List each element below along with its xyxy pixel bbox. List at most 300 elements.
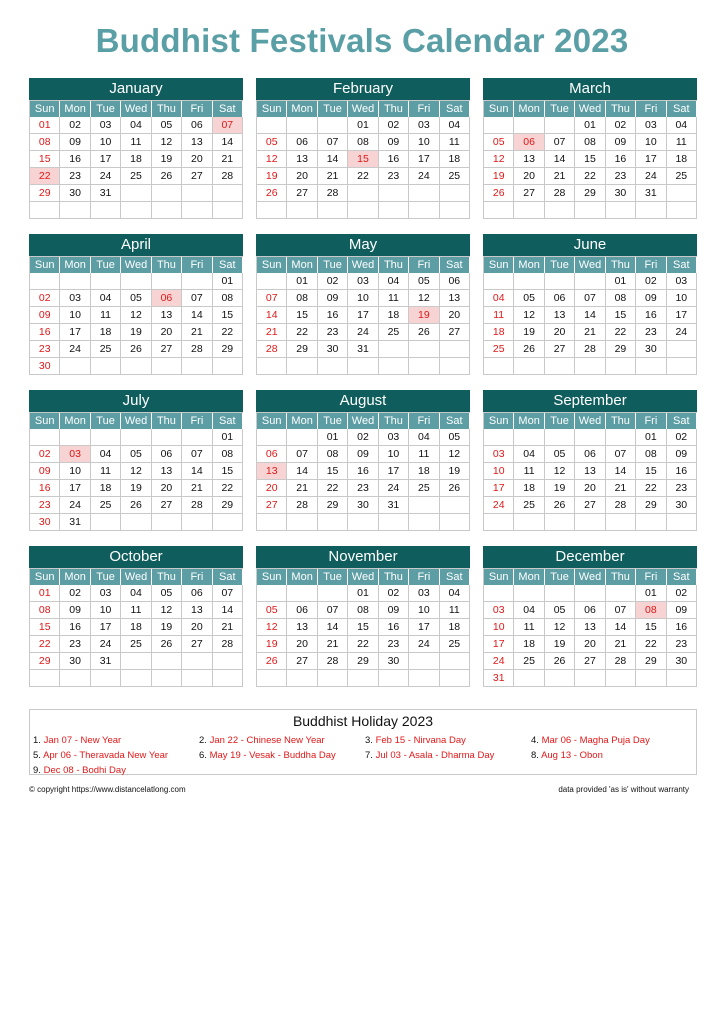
empty-cell (121, 653, 151, 670)
empty-cell (257, 514, 287, 531)
empty-cell (379, 341, 409, 358)
empty-cell (30, 670, 60, 687)
holiday-text: Jul 03 - Asala - Dharma Day (375, 750, 495, 761)
day-cell: 04 (514, 446, 544, 463)
day-cell: 12 (484, 151, 514, 168)
empty-cell (545, 117, 575, 134)
month-day-grid (29, 412, 243, 531)
day-cell: 09 (348, 446, 378, 463)
day-cell: 24 (484, 497, 514, 514)
weekday-header: Wed (348, 257, 378, 273)
empty-cell (379, 514, 409, 531)
day-cell: 23 (30, 341, 60, 358)
weekday-header: Sun (484, 569, 514, 585)
day-cell: 11 (514, 619, 544, 636)
empty-cell (379, 670, 409, 687)
day-cell: 01 (30, 585, 60, 602)
empty-cell (182, 670, 212, 687)
holiday-day-cell: 22 (30, 168, 60, 185)
day-cell: 19 (152, 151, 182, 168)
day-cell: 18 (514, 480, 544, 497)
weekday-header: Sun (484, 257, 514, 273)
weekday-header: Tue (91, 101, 121, 117)
day-cell: 03 (379, 429, 409, 446)
day-cell: 28 (606, 497, 636, 514)
empty-cell (182, 273, 212, 290)
empty-cell (440, 341, 470, 358)
day-cell: 07 (318, 134, 348, 151)
day-cell: 02 (60, 585, 90, 602)
empty-cell (287, 202, 317, 219)
month-december (483, 546, 697, 687)
empty-cell (287, 117, 317, 134)
day-cell: 08 (213, 290, 243, 307)
day-cell: 13 (152, 463, 182, 480)
holiday-number: 9. (33, 765, 41, 776)
day-cell: 04 (440, 585, 470, 602)
day-cell: 25 (91, 341, 121, 358)
day-cell: 16 (60, 619, 90, 636)
empty-cell (318, 514, 348, 531)
day-cell: 30 (379, 653, 409, 670)
weekday-header: Sat (213, 569, 243, 585)
weekday-header: Tue (91, 257, 121, 273)
day-cell: 25 (91, 497, 121, 514)
empty-cell (514, 202, 544, 219)
day-cell: 15 (318, 463, 348, 480)
day-cell: 14 (318, 151, 348, 168)
day-cell: 19 (440, 463, 470, 480)
day-cell: 18 (91, 324, 121, 341)
weekday-header: Fri (182, 257, 212, 273)
day-cell: 21 (545, 168, 575, 185)
day-cell: 20 (257, 480, 287, 497)
day-cell: 12 (545, 463, 575, 480)
empty-cell (575, 585, 605, 602)
weekday-header: Sat (667, 101, 697, 117)
weekday-header: Thu (606, 569, 636, 585)
day-cell: 17 (379, 463, 409, 480)
empty-cell (440, 202, 470, 219)
empty-cell (121, 185, 151, 202)
holiday-item (199, 749, 365, 763)
month-day-grid (483, 100, 697, 219)
day-cell: 01 (575, 117, 605, 134)
day-cell: 13 (287, 151, 317, 168)
holiday-list-title: Buddhist Holiday 2023 (292, 713, 434, 729)
day-cell: 24 (484, 653, 514, 670)
day-cell: 09 (636, 290, 666, 307)
day-cell: 17 (409, 151, 439, 168)
weekday-header: Fri (182, 101, 212, 117)
empty-cell (182, 185, 212, 202)
day-cell: 11 (409, 446, 439, 463)
day-cell: 26 (440, 480, 470, 497)
day-cell: 08 (30, 602, 60, 619)
day-cell: 19 (545, 480, 575, 497)
empty-cell (484, 273, 514, 290)
holiday-item (33, 764, 199, 778)
empty-cell (606, 670, 636, 687)
day-cell: 05 (545, 446, 575, 463)
day-cell: 24 (409, 168, 439, 185)
day-cell: 26 (257, 653, 287, 670)
weekday-header: Mon (514, 257, 544, 273)
empty-cell (409, 653, 439, 670)
day-cell: 01 (318, 429, 348, 446)
empty-cell (152, 273, 182, 290)
holiday-item (531, 734, 691, 748)
day-cell: 30 (60, 185, 90, 202)
day-cell: 22 (30, 636, 60, 653)
day-cell: 08 (30, 134, 60, 151)
month-day-grid (29, 100, 243, 219)
day-cell: 04 (440, 117, 470, 134)
empty-cell (514, 117, 544, 134)
empty-cell (257, 429, 287, 446)
month-march (483, 78, 697, 219)
day-cell: 24 (379, 480, 409, 497)
weekday-header: Sun (30, 257, 60, 273)
empty-cell (60, 670, 90, 687)
day-cell: 27 (182, 636, 212, 653)
month-january (29, 78, 243, 219)
day-cell: 14 (545, 151, 575, 168)
day-cell: 04 (514, 602, 544, 619)
day-cell: 30 (606, 185, 636, 202)
day-cell: 30 (30, 358, 60, 375)
holiday-text: Feb 15 - Nirvana Day (375, 735, 466, 746)
day-cell: 20 (440, 307, 470, 324)
holiday-number: 5. (33, 750, 41, 761)
day-cell: 06 (575, 446, 605, 463)
weekday-header: Sun (484, 101, 514, 117)
empty-cell (213, 670, 243, 687)
empty-cell (60, 202, 90, 219)
day-cell: 10 (91, 602, 121, 619)
day-cell: 02 (667, 585, 697, 602)
day-cell: 14 (257, 307, 287, 324)
day-cell: 05 (152, 585, 182, 602)
day-cell: 03 (484, 602, 514, 619)
weekday-header: Fri (182, 569, 212, 585)
day-cell: 02 (30, 290, 60, 307)
holiday-day-cell: 03 (60, 446, 90, 463)
day-cell: 26 (514, 341, 544, 358)
day-cell: 01 (636, 585, 666, 602)
day-cell: 31 (636, 185, 666, 202)
day-cell: 30 (636, 341, 666, 358)
day-cell: 25 (409, 480, 439, 497)
day-cell: 22 (213, 324, 243, 341)
empty-cell (440, 514, 470, 531)
day-cell: 01 (348, 585, 378, 602)
day-cell: 17 (91, 151, 121, 168)
month-name: February (256, 78, 470, 100)
day-cell: 11 (667, 134, 697, 151)
holiday-number: 6. (199, 750, 207, 761)
day-cell: 22 (575, 168, 605, 185)
day-cell: 07 (575, 290, 605, 307)
day-cell: 20 (152, 324, 182, 341)
day-cell: 25 (121, 636, 151, 653)
day-cell: 26 (484, 185, 514, 202)
day-cell: 19 (514, 324, 544, 341)
day-cell: 23 (379, 168, 409, 185)
holiday-day-cell: 06 (152, 290, 182, 307)
day-cell: 21 (318, 168, 348, 185)
day-cell: 23 (30, 497, 60, 514)
day-cell: 23 (60, 168, 90, 185)
day-cell: 13 (514, 151, 544, 168)
day-cell: 07 (213, 585, 243, 602)
day-cell: 14 (606, 463, 636, 480)
day-cell: 04 (121, 117, 151, 134)
day-cell: 25 (484, 341, 514, 358)
empty-cell (440, 670, 470, 687)
day-cell: 05 (257, 134, 287, 151)
weekday-header: Thu (379, 257, 409, 273)
holiday-day-cell: 06 (514, 134, 544, 151)
day-cell: 27 (545, 341, 575, 358)
weekday-header: Wed (575, 569, 605, 585)
day-cell: 15 (213, 463, 243, 480)
day-cell: 20 (182, 151, 212, 168)
empty-cell (152, 429, 182, 446)
empty-cell (606, 429, 636, 446)
month-name: March (483, 78, 697, 100)
weekday-header: Mon (287, 257, 317, 273)
day-cell: 23 (348, 480, 378, 497)
empty-cell (514, 514, 544, 531)
empty-cell (91, 202, 121, 219)
day-cell: 12 (440, 446, 470, 463)
day-cell: 07 (182, 446, 212, 463)
day-cell: 12 (121, 307, 151, 324)
day-cell: 18 (409, 463, 439, 480)
day-cell: 14 (575, 307, 605, 324)
empty-cell (606, 358, 636, 375)
day-cell: 06 (152, 446, 182, 463)
day-cell: 30 (667, 653, 697, 670)
day-cell: 26 (121, 497, 151, 514)
holiday-text: Dec 08 - Bodhi Day (43, 765, 126, 776)
weekday-header: Fri (409, 101, 439, 117)
weekday-header: Mon (60, 569, 90, 585)
weekday-header: Sun (257, 257, 287, 273)
weekday-header: Tue (318, 569, 348, 585)
empty-cell (545, 585, 575, 602)
weekday-header: Sat (213, 101, 243, 117)
empty-cell (606, 514, 636, 531)
weekday-header: Fri (409, 413, 439, 429)
day-cell: 27 (152, 497, 182, 514)
month-day-grid (483, 256, 697, 375)
day-cell: 29 (636, 653, 666, 670)
day-cell: 05 (514, 290, 544, 307)
day-cell: 18 (440, 619, 470, 636)
day-cell: 15 (287, 307, 317, 324)
weekday-header: Thu (379, 569, 409, 585)
empty-cell (440, 358, 470, 375)
day-cell: 06 (440, 273, 470, 290)
day-cell: 08 (575, 134, 605, 151)
day-cell: 29 (30, 185, 60, 202)
day-cell: 27 (575, 497, 605, 514)
day-cell: 05 (121, 290, 151, 307)
day-cell: 26 (545, 497, 575, 514)
weekday-header: Fri (636, 257, 666, 273)
empty-cell (667, 185, 697, 202)
weekday-header: Wed (575, 101, 605, 117)
weekday-header: Mon (60, 101, 90, 117)
weekday-header: Mon (287, 569, 317, 585)
empty-cell (257, 585, 287, 602)
weekday-header: Fri (636, 413, 666, 429)
day-cell: 02 (379, 585, 409, 602)
day-cell: 16 (636, 307, 666, 324)
day-cell: 08 (606, 290, 636, 307)
day-cell: 23 (667, 480, 697, 497)
empty-cell (182, 514, 212, 531)
day-cell: 07 (318, 602, 348, 619)
empty-cell (152, 670, 182, 687)
day-cell: 04 (409, 429, 439, 446)
day-cell: 09 (606, 134, 636, 151)
day-cell: 26 (257, 185, 287, 202)
day-cell: 10 (409, 602, 439, 619)
day-cell: 18 (121, 151, 151, 168)
day-cell: 02 (30, 446, 60, 463)
empty-cell (121, 202, 151, 219)
weekday-header: Thu (379, 101, 409, 117)
empty-cell (287, 358, 317, 375)
holiday-number: 3. (365, 735, 373, 746)
day-cell: 15 (30, 151, 60, 168)
month-name: January (29, 78, 243, 100)
day-cell: 01 (606, 273, 636, 290)
day-cell: 03 (409, 117, 439, 134)
month-day-grid (256, 568, 470, 687)
weekday-header: Sun (257, 569, 287, 585)
empty-cell (348, 670, 378, 687)
day-cell: 21 (182, 480, 212, 497)
day-cell: 25 (440, 636, 470, 653)
day-cell: 26 (121, 341, 151, 358)
empty-cell (318, 585, 348, 602)
weekday-header: Thu (606, 413, 636, 429)
day-cell: 29 (348, 653, 378, 670)
weekday-header: Mon (60, 257, 90, 273)
day-cell: 28 (257, 341, 287, 358)
day-cell: 27 (287, 653, 317, 670)
empty-cell (348, 202, 378, 219)
day-cell: 16 (60, 151, 90, 168)
day-cell: 04 (91, 446, 121, 463)
month-day-grid (256, 412, 470, 531)
day-cell: 17 (60, 480, 90, 497)
day-cell: 27 (514, 185, 544, 202)
day-cell: 09 (379, 602, 409, 619)
day-cell: 18 (440, 151, 470, 168)
day-cell: 28 (182, 341, 212, 358)
day-cell: 11 (484, 307, 514, 324)
weekday-header: Tue (318, 413, 348, 429)
day-cell: 12 (257, 619, 287, 636)
day-cell: 09 (60, 134, 90, 151)
holiday-text: Jan 07 - New Year (43, 735, 122, 746)
empty-cell (667, 358, 697, 375)
empty-cell (575, 273, 605, 290)
weekday-header: Mon (514, 101, 544, 117)
day-cell: 13 (182, 602, 212, 619)
empty-cell (667, 202, 697, 219)
day-cell: 16 (318, 307, 348, 324)
day-cell: 01 (213, 273, 243, 290)
empty-cell (348, 358, 378, 375)
day-cell: 22 (636, 480, 666, 497)
day-cell: 13 (287, 619, 317, 636)
day-cell: 11 (440, 602, 470, 619)
day-cell: 24 (91, 636, 121, 653)
month-day-grid (256, 100, 470, 219)
day-cell: 01 (30, 117, 60, 134)
day-cell: 15 (606, 307, 636, 324)
weekday-header: Wed (348, 569, 378, 585)
day-cell: 03 (91, 585, 121, 602)
weekday-header: Tue (545, 101, 575, 117)
empty-cell (257, 358, 287, 375)
weekday-header: Thu (152, 257, 182, 273)
weekday-header: Sun (30, 101, 60, 117)
month-june (483, 234, 697, 375)
day-cell: 16 (30, 480, 60, 497)
day-cell: 22 (287, 324, 317, 341)
day-cell: 28 (545, 185, 575, 202)
day-cell: 20 (152, 480, 182, 497)
day-cell: 01 (636, 429, 666, 446)
day-cell: 24 (348, 324, 378, 341)
day-cell: 25 (121, 168, 151, 185)
empty-cell (545, 429, 575, 446)
day-cell: 11 (514, 463, 544, 480)
empty-cell (30, 202, 60, 219)
empty-cell (60, 429, 90, 446)
day-cell: 16 (606, 151, 636, 168)
holiday-item (33, 749, 199, 763)
day-cell: 03 (60, 290, 90, 307)
day-cell: 17 (91, 619, 121, 636)
weekday-header: Mon (514, 413, 544, 429)
empty-cell (182, 653, 212, 670)
day-cell: 04 (121, 585, 151, 602)
day-cell: 23 (318, 324, 348, 341)
day-cell: 15 (30, 619, 60, 636)
day-cell: 02 (379, 117, 409, 134)
day-cell: 17 (409, 619, 439, 636)
day-cell: 10 (409, 134, 439, 151)
empty-cell (213, 358, 243, 375)
day-cell: 03 (409, 585, 439, 602)
day-cell: 31 (91, 653, 121, 670)
day-cell: 05 (409, 273, 439, 290)
day-cell: 31 (91, 185, 121, 202)
month-july (29, 390, 243, 531)
empty-cell (318, 202, 348, 219)
weekday-header: Sat (213, 413, 243, 429)
empty-cell (91, 670, 121, 687)
empty-cell (213, 514, 243, 531)
